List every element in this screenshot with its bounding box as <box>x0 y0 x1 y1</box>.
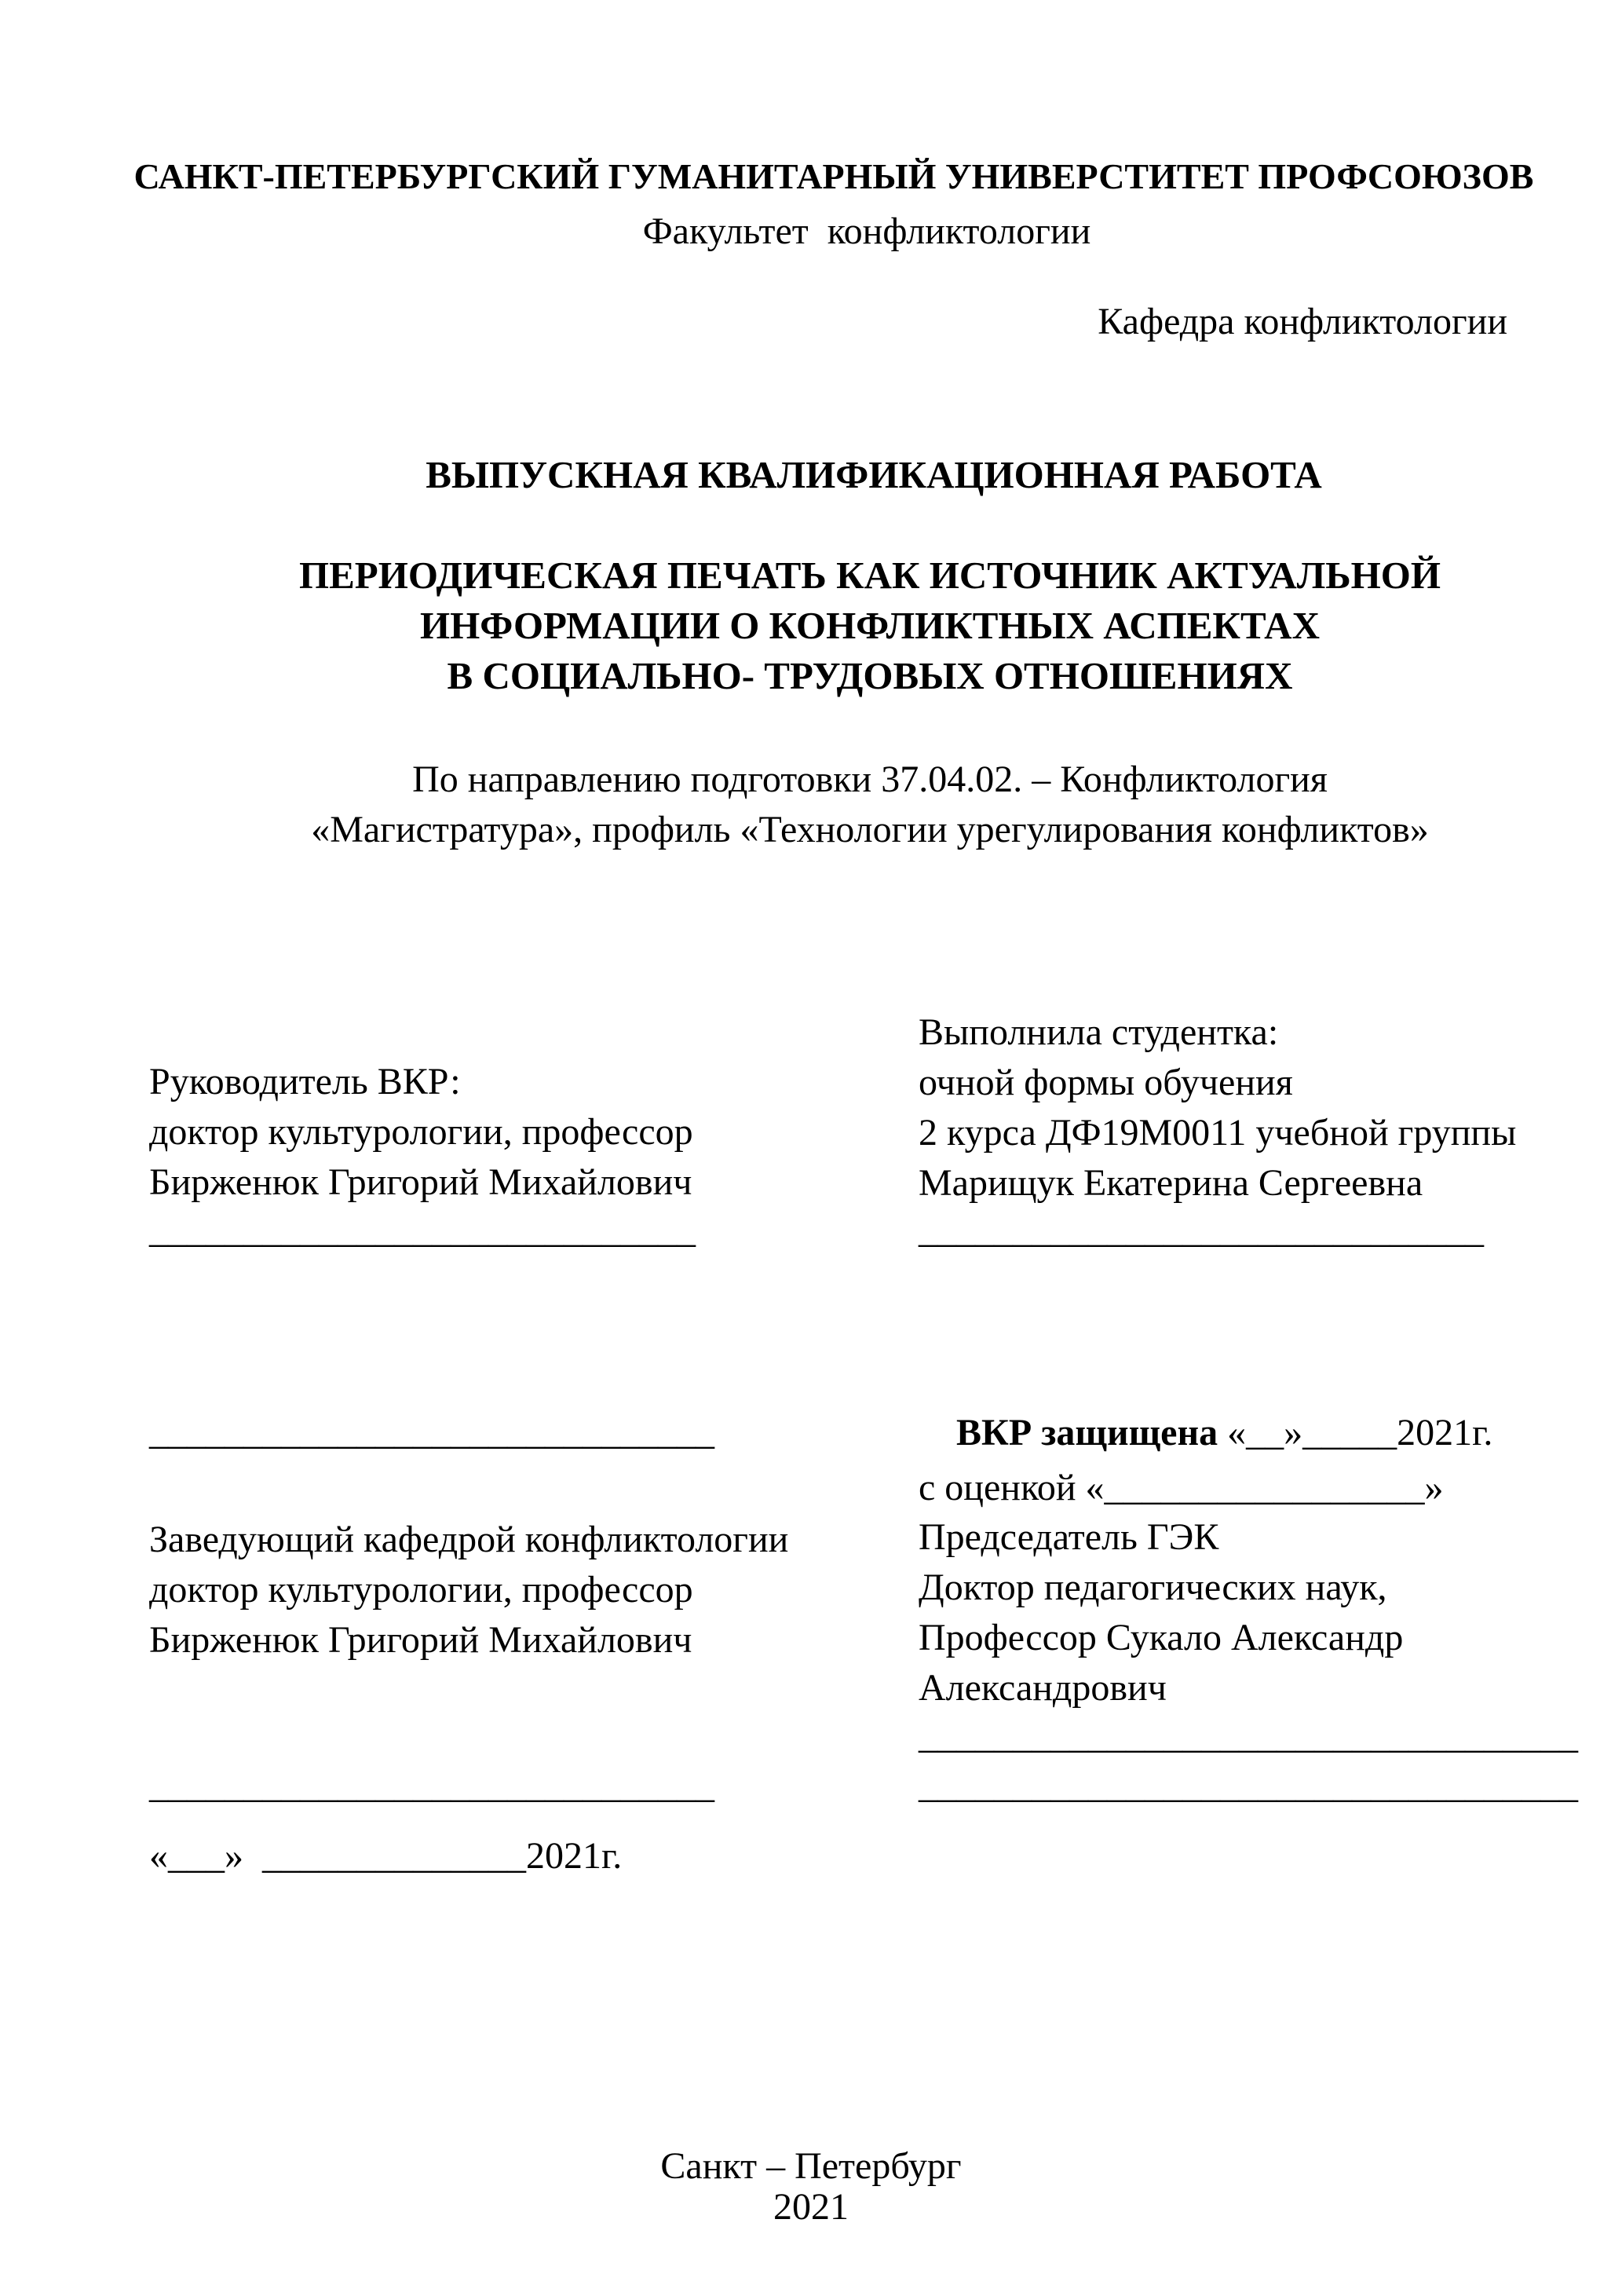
supervisor-block <box>149 1057 693 1208</box>
department-name: Кафедра конфликтологии <box>1098 301 1507 342</box>
university-name: САНКТ-ПЕТЕРБУРГСКИЙ ГУМАНИТАРНЫЙ УНИВЕРСТИТЕТ ПРОФСОЮЗОВ <box>133 156 1534 196</box>
head-department-name: Бирженюк Григорий Михайлович <box>149 1619 692 1661</box>
committee-name-line2: Александрович <box>919 1667 1167 1709</box>
defense-grade-line: с оценкой «_________________» <box>919 1467 1444 1508</box>
committee-name-line1: Профессор Сукало Александр <box>919 1617 1404 1658</box>
thesis-title-line3: В СОЦИАЛЬНО- ТРУДОВЫХ ОТНОШЕНИЯХ <box>447 654 1293 697</box>
thesis-title-line1: ПЕРИОДИЧЕСКАЯ ПЕЧАТЬ КАК ИСТОЧНИК АКТУАЛЬНОЙ <box>298 554 1441 597</box>
head-department-role: Заведующий кафедрой конфликтологии <box>149 1519 789 1560</box>
thesis-title-line2: ИНФОРМАЦИИ О КОНФЛИКТНЫХ АСПЕКТАХ <box>420 604 1320 647</box>
program-line1: По направлению подготовки 37.04.02. – Конфликтология <box>412 759 1328 800</box>
program-info <box>0 755 1622 855</box>
program-line2: «Магистратура», профиль «Технологии урегулирования конфликтов» <box>311 809 1429 850</box>
committee-block <box>919 1512 1403 1713</box>
committee-signature-line-2: ___________________________________ <box>919 1764 1578 1806</box>
supervisor-signature-line: _____________________________ <box>149 1209 696 1251</box>
footer-city: Санкт – Петербург <box>660 2145 962 2187</box>
committee-degree: Доктор педагогических наук, <box>919 1567 1387 1608</box>
head-department-degree: доктор культурологии, профессор <box>149 1569 693 1610</box>
committee-chair: Председатель ГЭК <box>919 1516 1219 1558</box>
faculty-name: Факультет конфликтологии <box>642 210 1091 252</box>
supervisor-role: Руководитель ВКР: <box>149 1061 461 1102</box>
supervisor-name: Бирженюк Григорий Михайлович <box>149 1161 692 1203</box>
work-type-heading: ВЫПУСКНАЯ КВАЛИФИКАЦИОННАЯ РАБОТА <box>426 453 1322 496</box>
student-mode: очной формы обучения <box>919 1062 1293 1103</box>
head-department-blank-line: ______________________________ <box>149 1411 714 1453</box>
student-signature-line: ______________________________ <box>919 1209 1484 1251</box>
thesis-title <box>0 550 1622 701</box>
footer-year: 2021 <box>773 2186 849 2228</box>
committee-signature-line-1: ___________________________________ <box>919 1715 1578 1757</box>
head-department-signature-line: ______________________________ <box>149 1764 714 1806</box>
defense-label: ВКР защищена <box>956 1412 1218 1453</box>
student-group: 2 курса ДФ19М0011 учебной группы <box>919 1112 1517 1153</box>
student-name: Марищук Екатерина Сергеевна <box>919 1162 1423 1204</box>
student-block <box>919 1007 1516 1208</box>
supervisor-degree: доктор культурологии, профессор <box>149 1111 693 1153</box>
head-department-date-line: «___» ______________2021г. <box>149 1835 623 1877</box>
defense-date-blank: «__»_____2021г. <box>1218 1412 1493 1453</box>
student-performed: Выполнила студентка: <box>919 1011 1279 1053</box>
head-department-block <box>149 1515 788 1665</box>
footer-block <box>0 2146 1622 2228</box>
